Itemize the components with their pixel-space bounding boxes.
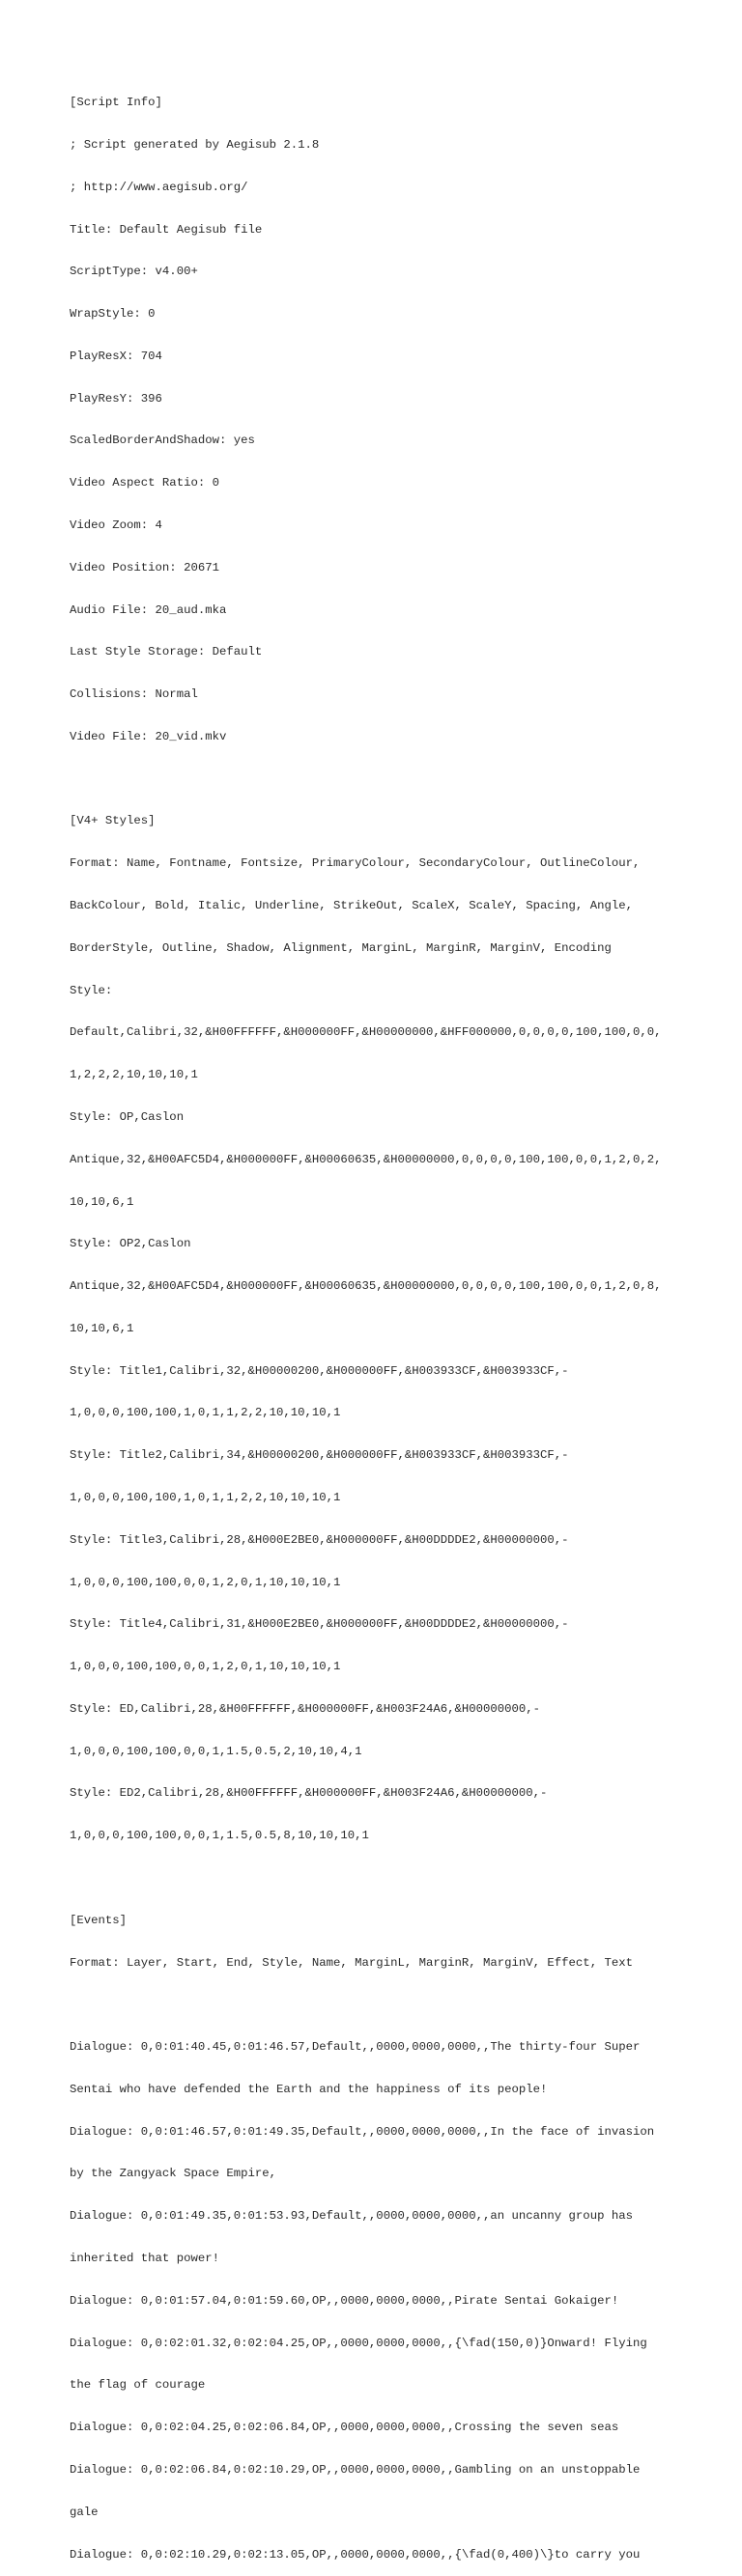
line-url: ; http://www.aegisub.org/ — [70, 180, 248, 194]
line-style-title1-2: 1,0,0,0,100,100,1,0,1,1,2,2,10,10,10,1 — [70, 1406, 341, 1420]
line-audio-file: Audio File: 20_aud.mka — [70, 602, 227, 617]
line-style-default-1: Default,Calibri,32,&H00FFFFFF,&H000000FF,&H00000000,&HFF000000,0,0,0,0,100,100,0,0, — [70, 1025, 662, 1040]
line-script-type: ScriptType: v4.00+ — [70, 265, 198, 279]
line-style-title1-1: Style: Title1,Calibri,32,&H00000200,&H000000FF,&H003933CF,&H003933CF,- — [70, 1363, 569, 1378]
line-last-style-storage: Last Style Storage: Default — [70, 645, 263, 659]
line-styles-format-1: Format: Name, Fontname, Fontsize, PrimaryColour, SecondaryColour, OutlineColour, — [70, 856, 641, 871]
line-dialogue-8: Dialogue: 0,0:02:10.29,0:02:13.05,OP,,0000,0000,0000,,{\fad(0,400)\}to carry you — [70, 2547, 641, 2562]
line-video-file: Video File: 20_vid.mkv — [70, 729, 227, 743]
line-collisions: Collisions: Normal — [70, 687, 198, 702]
line-script-info-header: [Script Info] — [70, 96, 162, 110]
line-events-header: [Events] — [70, 1913, 128, 1927]
line-style-title3-1: Style: Title3,Calibri,28,&H000E2BE0,&H000000FF,&H00DDDDE2,&H00000000,- — [70, 1532, 569, 1547]
blank-line — [70, 1871, 688, 1886]
line-generated-by: ; Script generated by Aegisub 2.1.8 — [70, 137, 320, 152]
line-style-op-2: Antique,32,&H00AFC5D4,&H000000FF,&H00060635,&H00000000,0,0,0,0,100,100,0,0,1,2,0,2, — [70, 1152, 662, 1166]
line-dialogue-6: Dialogue: 0,0:02:04.25,0:02:06.84,OP,,0000,0000,0000,,Crossing the seven seas — [70, 2421, 619, 2435]
line-style-default-2: 1,2,2,2,10,10,10,1 — [70, 1068, 198, 1082]
line-dialogue-5a: Dialogue: 0,0:02:01.32,0:02:04.25,OP,,0000,0000,0000,,{\fad(150,0)}Onward! Flying — [70, 2336, 647, 2350]
line-style-ed2-1: Style: ED2,Calibri,28,&H00FFFFFF,&H000000FF,&H003F24A6,&H00000000,- — [70, 1786, 548, 1801]
line-style-title2-1: Style: Title2,Calibri,34,&H00000200,&H000000FF,&H003933CF,&H003933CF,- — [70, 1448, 569, 1463]
line-style-op2-2: Antique,32,&H00AFC5D4,&H000000FF,&H00060635,&H00000000,0,0,0,0,100,100,0,0,1,2,0,8, — [70, 1279, 662, 1294]
line-title: Title: Default Aegisub file — [70, 222, 263, 237]
script-document — [70, 68, 688, 2576]
line-style-title4-2: 1,0,0,0,100,100,0,0,1,2,0,1,10,10,10,1 — [70, 1660, 341, 1674]
blank-line — [70, 772, 688, 787]
line-dialogue-3a: Dialogue: 0,0:01:49.35,0:01:53.93,Default,,0000,0000,0000,,an uncanny group has — [70, 2209, 633, 2224]
line-style-title3-2: 1,0,0,0,100,100,0,0,1,2,0,1,10,10,10,1 — [70, 1575, 341, 1589]
line-dialogue-3b: inherited that power! — [70, 2252, 219, 2266]
line-events-format: Format: Layer, Start, End, Style, Name, MarginL, MarginR, MarginV, Effect, Text — [70, 1955, 633, 1970]
line-dialogue-1a: Dialogue: 0,0:01:40.45,0:01:46.57,Default,,0000,0000,0000,,The thirty-four Super — [70, 2040, 641, 2055]
line-style-op-3: 10,10,6,1 — [70, 1194, 134, 1209]
line-style-ed-2: 1,0,0,0,100,100,0,0,1,1.5,0.5,2,10,10,4,1 — [70, 1744, 362, 1758]
line-dialogue-7b: gale — [70, 2505, 99, 2519]
line-style-op2-3: 10,10,6,1 — [70, 1321, 134, 1335]
line-play-res-y: PlayResY: 396 — [70, 391, 162, 406]
blank-line — [70, 1998, 688, 2012]
line-style-title2-2: 1,0,0,0,100,100,1,0,1,1,2,2,10,10,10,1 — [70, 1490, 341, 1504]
line-video-position: Video Position: 20671 — [70, 560, 219, 574]
line-dialogue-2b: by the Zangyack Space Empire, — [70, 2167, 277, 2181]
line-dialogue-4: Dialogue: 0,0:01:57.04,0:01:59.60,OP,,0000,0000,0000,,Pirate Sentai Gokaiger! — [70, 2293, 619, 2308]
line-dialogue-5b: the flag of courage — [70, 2378, 206, 2393]
line-dialogue-7a: Dialogue: 0,0:02:06.84,0:02:10.29,OP,,0000,0000,0000,,Gambling on an unstoppable — [70, 2462, 641, 2477]
line-styles-format-2: BackColour, Bold, Italic, Underline, StrikeOut, ScaleX, ScaleY, Spacing, Angle, — [70, 899, 633, 913]
line-style-op2-1: Style: OP2,Caslon — [70, 1237, 191, 1251]
line-style-ed-1: Style: ED,Calibri,28,&H00FFFFFF,&H000000FF,&H003F24A6,&H00000000,- — [70, 1701, 541, 1716]
line-scaled-border: ScaledBorderAndShadow: yes — [70, 434, 255, 448]
line-dialogue-1b: Sentai who have defended the Earth and the happiness of its people! — [70, 2082, 548, 2096]
line-style-label: Style: — [70, 983, 113, 997]
line-style-op-1: Style: OP,Caslon — [70, 1109, 185, 1124]
line-play-res-x: PlayResX: 704 — [70, 349, 162, 363]
line-style-title4-1: Style: Title4,Calibri,31,&H000E2BE0,&H000000FF,&H00DDDDE2,&H00000000,- — [70, 1617, 569, 1632]
line-styles-header: [V4+ Styles] — [70, 814, 156, 828]
line-video-zoom: Video Zoom: 4 — [70, 518, 162, 532]
line-styles-format-3: BorderStyle, Outline, Shadow, Alignment, MarginL, MarginR, MarginV, Encoding — [70, 940, 612, 955]
line-wrap-style: WrapStyle: 0 — [70, 307, 156, 322]
line-dialogue-2a: Dialogue: 0,0:01:46.57,0:01:49.35,Default,,0000,0000,0000,,In the face of invasion — [70, 2124, 655, 2139]
line-video-aspect-ratio: Video Aspect Ratio: 0 — [70, 476, 219, 490]
line-style-ed2-2: 1,0,0,0,100,100,0,0,1,1.5,0.5,8,10,10,10,1 — [70, 1829, 369, 1843]
